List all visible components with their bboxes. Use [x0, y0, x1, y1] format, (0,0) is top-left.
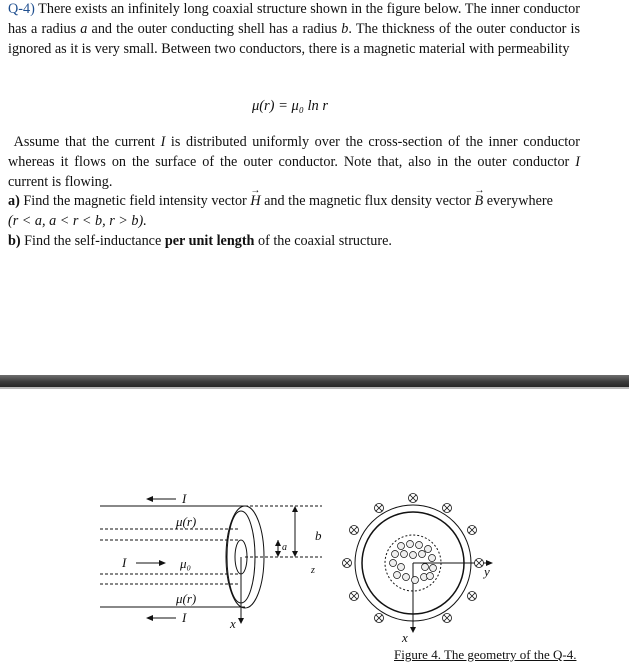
label-current-top: I — [182, 491, 187, 506]
outer-current-x-mark — [350, 592, 359, 601]
permeability-equation: μ(r) = μ₀ ln r — [251, 98, 329, 114]
symbol-a: a — [80, 20, 88, 37]
outer-current-x-mark — [350, 526, 359, 535]
assumption-paragraph — [8, 133, 580, 192]
section-divider-line — [0, 387, 629, 389]
inner-current-mark — [416, 542, 423, 549]
part-b-bold: per unit length — [164, 232, 255, 249]
outer-current-x-mark — [443, 504, 452, 513]
label-b: b — [315, 528, 322, 543]
symbol-I: I — [160, 134, 166, 150]
inner-current-mark — [398, 543, 405, 550]
outer-current-x-mark — [468, 526, 477, 535]
inner-current-mark — [419, 551, 426, 558]
section-divider — [0, 375, 629, 387]
assume-text-2: is distributed uniformly over the cross-section of the inner conductor whereas it flows on the surface of the outer conductor. Note that, also in the outer conductor — [8, 134, 580, 170]
symbol-b: b — [341, 20, 349, 37]
label-x-left: x — [230, 616, 236, 631]
label-y: y — [484, 564, 490, 579]
inner-current-mark — [407, 541, 414, 548]
outer-current-x-mark — [443, 614, 452, 623]
label-a: a — [282, 542, 287, 553]
label-mu-r-top: μ(r) — [176, 514, 197, 529]
arrowhead-bottom-left — [146, 615, 153, 621]
question-intro — [8, 0, 580, 59]
part-a-text-1: Find the magnetic field intensity vector — [19, 193, 251, 210]
arrowhead-mid-right — [159, 560, 166, 566]
figure-caption: Figure 4. The geometry of the Q-4. — [394, 647, 577, 662]
assume-text-3: current is flowing. — [8, 173, 113, 190]
a-arrowhead-top — [275, 540, 281, 546]
part-a-text-3: everywhere — [483, 193, 553, 210]
part-a — [8, 192, 580, 232]
symbol-I-2: I — [575, 153, 580, 170]
intro-text-3: . The thickness of the outer conductor is ignored as it is very small. Between two conductors, there is a magnetic material with permeability — [8, 20, 580, 57]
label-z: z — [311, 565, 315, 576]
outer-current-x-mark — [375, 504, 384, 513]
label-x-right: x — [402, 630, 408, 645]
vector-B: → B — [475, 192, 484, 212]
intro-text-2: and the outer conducting shell has a radius — [87, 20, 342, 37]
label-mu0: μ₀ — [180, 556, 192, 571]
a-arrowhead-bottom — [275, 551, 281, 557]
part-a-label: a) — [8, 193, 20, 210]
part-b-text-1: Find the self-inductance — [20, 232, 165, 249]
vector-H: → H — [250, 192, 260, 212]
arrowhead-top-left — [146, 496, 153, 502]
inner-current-mark — [394, 572, 401, 579]
inner-current-mark — [427, 573, 434, 580]
inner-current-mark — [429, 555, 436, 562]
part-b — [8, 232, 580, 252]
label-mu-r-bottom: μ(r) — [176, 591, 197, 606]
outer-current-x-mark — [468, 592, 477, 601]
inner-current-mark — [403, 574, 410, 581]
inner-current-mark — [430, 565, 437, 572]
label-current-mid: I — [122, 555, 127, 570]
inner-current-mark — [398, 564, 405, 571]
inner-current-mark — [392, 551, 399, 558]
part-b-label: b) — [8, 232, 21, 249]
part-a-ranges: (r < a, a < r < b, r > b). — [8, 213, 147, 230]
outer-current-x-mark — [409, 494, 418, 503]
intro-text-1: There exists an infinitely long coaxial structure shown in the figure below. The inner conductor has a radius — [8, 1, 580, 37]
label-current-bottom: I — [182, 610, 187, 625]
question-body — [8, 133, 580, 252]
assume-text-1: Assume that the current — [13, 134, 161, 150]
part-b-text-2: of the coaxial structure. — [254, 232, 392, 249]
inner-current-mark — [422, 564, 429, 571]
outer-current-x-mark — [343, 559, 352, 568]
coaxial-geometry-figure — [0, 470, 629, 650]
inner-current-mark — [401, 551, 408, 558]
inner-current-mark — [425, 546, 432, 553]
b-arrowhead-top — [292, 506, 298, 512]
part-a-text-2: and the magnetic flux density vector — [260, 193, 475, 210]
x-arrowhead-left — [238, 618, 244, 624]
inner-current-mark — [412, 577, 419, 584]
inner-current-mark — [390, 560, 397, 567]
outer-current-x-mark — [475, 559, 484, 568]
x-arrowhead-right — [410, 627, 416, 633]
outer-current-x-mark — [375, 614, 384, 623]
b-arrowhead-bottom — [292, 551, 298, 557]
inner-current-mark — [410, 552, 417, 559]
question-number: Q-4) — [8, 1, 35, 17]
